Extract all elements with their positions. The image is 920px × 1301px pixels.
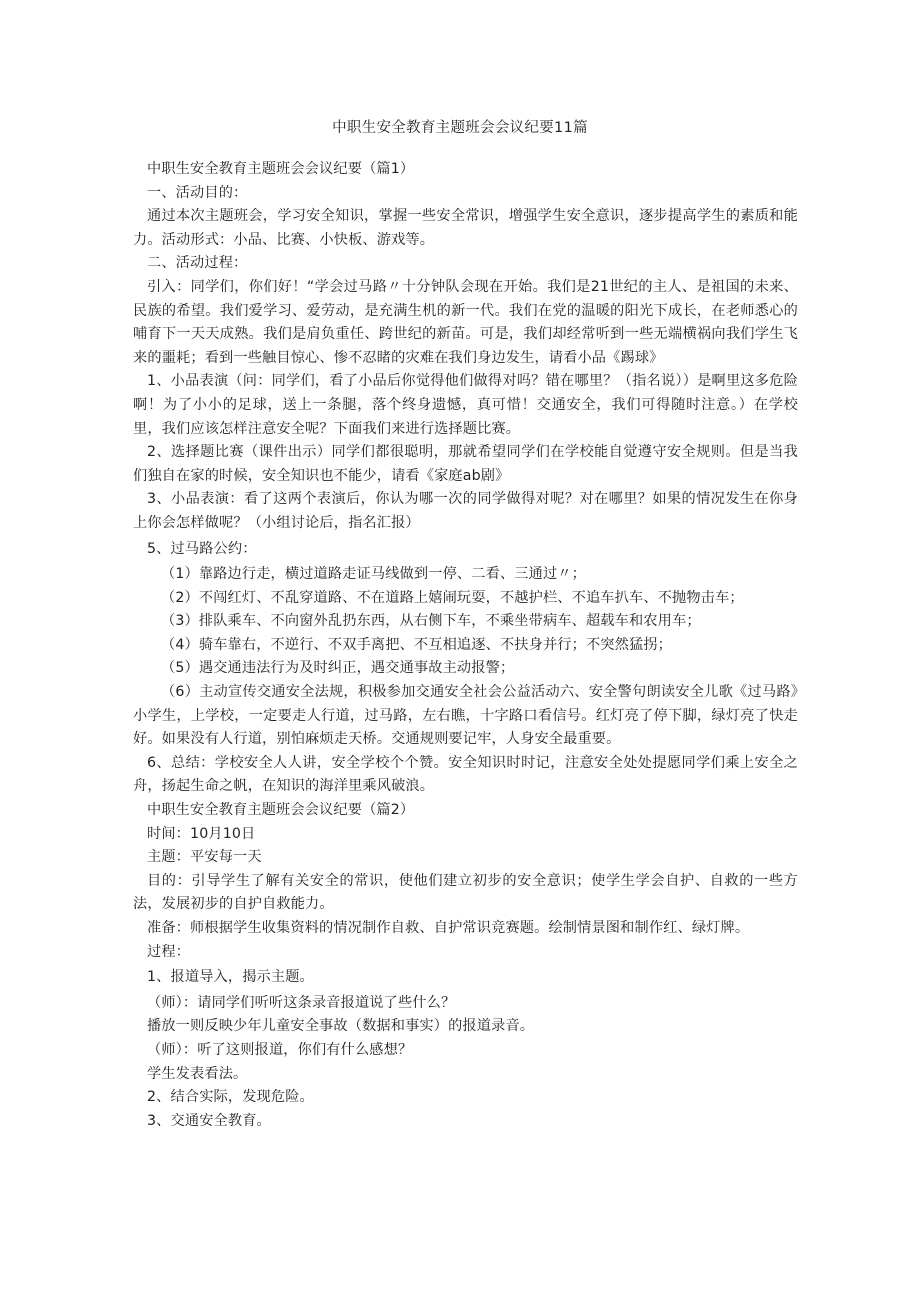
paragraph: 过程：	[147, 943, 191, 960]
paragraph: 准备：师根据学生收集资料的情况制作自救、自护常识竞赛题。绘制情景图和制作红、绿灯牌。	[147, 920, 750, 936]
paragraph: 1、小品表演（问：同学们，看了小品后你觉得他们做得对吗？错在哪里？（指名说））是啊里这多危险啊！为了小小的足球，送上一条腿，落个终身遗憾，真可惜！交通安全，我们可得随时注意。）在学校里，我们应该怎样注意安全呢？下面我们来进行选择题比赛。	[133, 373, 798, 437]
paragraph: 3、小品表演：看了这两个表演后，你认为哪一次的同学做得对呢？对在哪里？如果的情况发生在你身上你会怎样做呢？（小组讨论后，指名汇报）	[133, 491, 798, 531]
paragraph: 主题：平安每一天	[147, 849, 262, 866]
paragraph: 通过本次主题班会，学习安全知识，掌握一些安全常识，增强学生安全意识，逐步提高学生的素质和能力。活动形式：小品、比赛、小快板、游戏等。	[133, 208, 798, 248]
list-item: （1）靠路边行走，横过道路走证马线做到一停、二看、三通过〃；	[161, 566, 586, 583]
document-body	[133, 158, 798, 1133]
document-title: 中职生安全教育主题班会会议纪要11篇	[332, 120, 588, 136]
paragraph: 2、结合实际，发现危险。	[147, 1089, 314, 1106]
paragraph: 2、选择题比赛（课件出示）同学们都很聪明，那就希望同学们在学校能自觉遵守安全规则。但是当我们独自在家的时候，安全知识也不能少，请看《家庭ab剧》	[133, 444, 798, 484]
paragraph: 1、报道导入，揭示主题。	[147, 969, 314, 986]
paragraph: 目的：引导学生了解有关安全的常识，使他们建立初步的安全意识；使学生学会自护、自救的一些方法，发展初步的自护自救能力。	[133, 872, 798, 913]
paragraph: （师）：请同学们听听这条录音报道说了些什么？	[147, 994, 456, 1011]
section-heading: 中职生安全教育主题班会会议纪要（篇1）	[147, 161, 415, 177]
list-item: （2）不闯红灯、不乱穿道路、不在道路上嬉闹玩耍，不越护栏、不追车扒车、不抛物击车；	[161, 589, 744, 606]
paragraph: 引入：同学们，你们好！“学会过马路〃十分钟队会现在开始。我们是21世纪的主人、是祖国的未来、民族的希望。我们爱学习、爱劳动，是充满生机的新一代。我们在党的温暖的阳光下成长，在老师悉心的哺育下一天天成熟。我们是肩负重任、跨世纪的新苗。可是，我们却经常听到一些无端横祸向我们学生飞来的噩耗；看到一些触目惊心、惨不忍睹的灾难在我们身边发生，请看小品《踢球》	[133, 278, 798, 366]
paragraph: 3、交通安全教育。	[147, 1112, 271, 1129]
section-heading: 中职生安全教育主题班会会议纪要（篇2）	[147, 802, 415, 819]
paragraph: 学生发表看法。	[147, 1065, 248, 1082]
list-item: （3）排队乘车、不向窗外乱扔东西，从右侧下车，不乘坐带病车、超载车和农用车；	[161, 613, 701, 630]
list-item: （5）遇交通违法行为及时纠正，遇交通事故主动报警；	[161, 660, 515, 677]
paragraph: 二、活动过程：	[147, 255, 248, 272]
paragraph: 播放一则反映少年儿童安全事故（数据和事实）的报道录音。	[147, 1018, 535, 1035]
paragraph: 时间：10月10日	[147, 825, 256, 842]
list-item: （6）主动宣传交通安全法规，积极参加交通安全社会公益活动六、安全警句朗读安全儿歌《过马路》小学生，上学校，一定要走人行道，过马路，左右瞧，十字路口看信号。红灯亮了停下脚，绿灯亮了快走好。如果没有人行道，别怕麻烦走天桥。交通规则要记牢，人身安全最重要。	[133, 684, 798, 748]
paragraph: 6、总结：学校安全人人讲，安全学校个个赞。安全知识时时记，注意安全处处提愿同学们乘上安全之舟，扬起生命之帆，在知识的海洋里乘风破浪。	[133, 754, 798, 795]
list-item: （4）骑车靠右，不逆行、不双手离把、不互相追逐、不扶身并行；不突然猛拐；	[161, 636, 672, 653]
paragraph: 一、活动目的：	[147, 184, 248, 201]
paragraph: （师）：听了这则报道，你们有什么感想？	[147, 1041, 413, 1058]
paragraph: 5、过马路公约：	[147, 540, 257, 557]
